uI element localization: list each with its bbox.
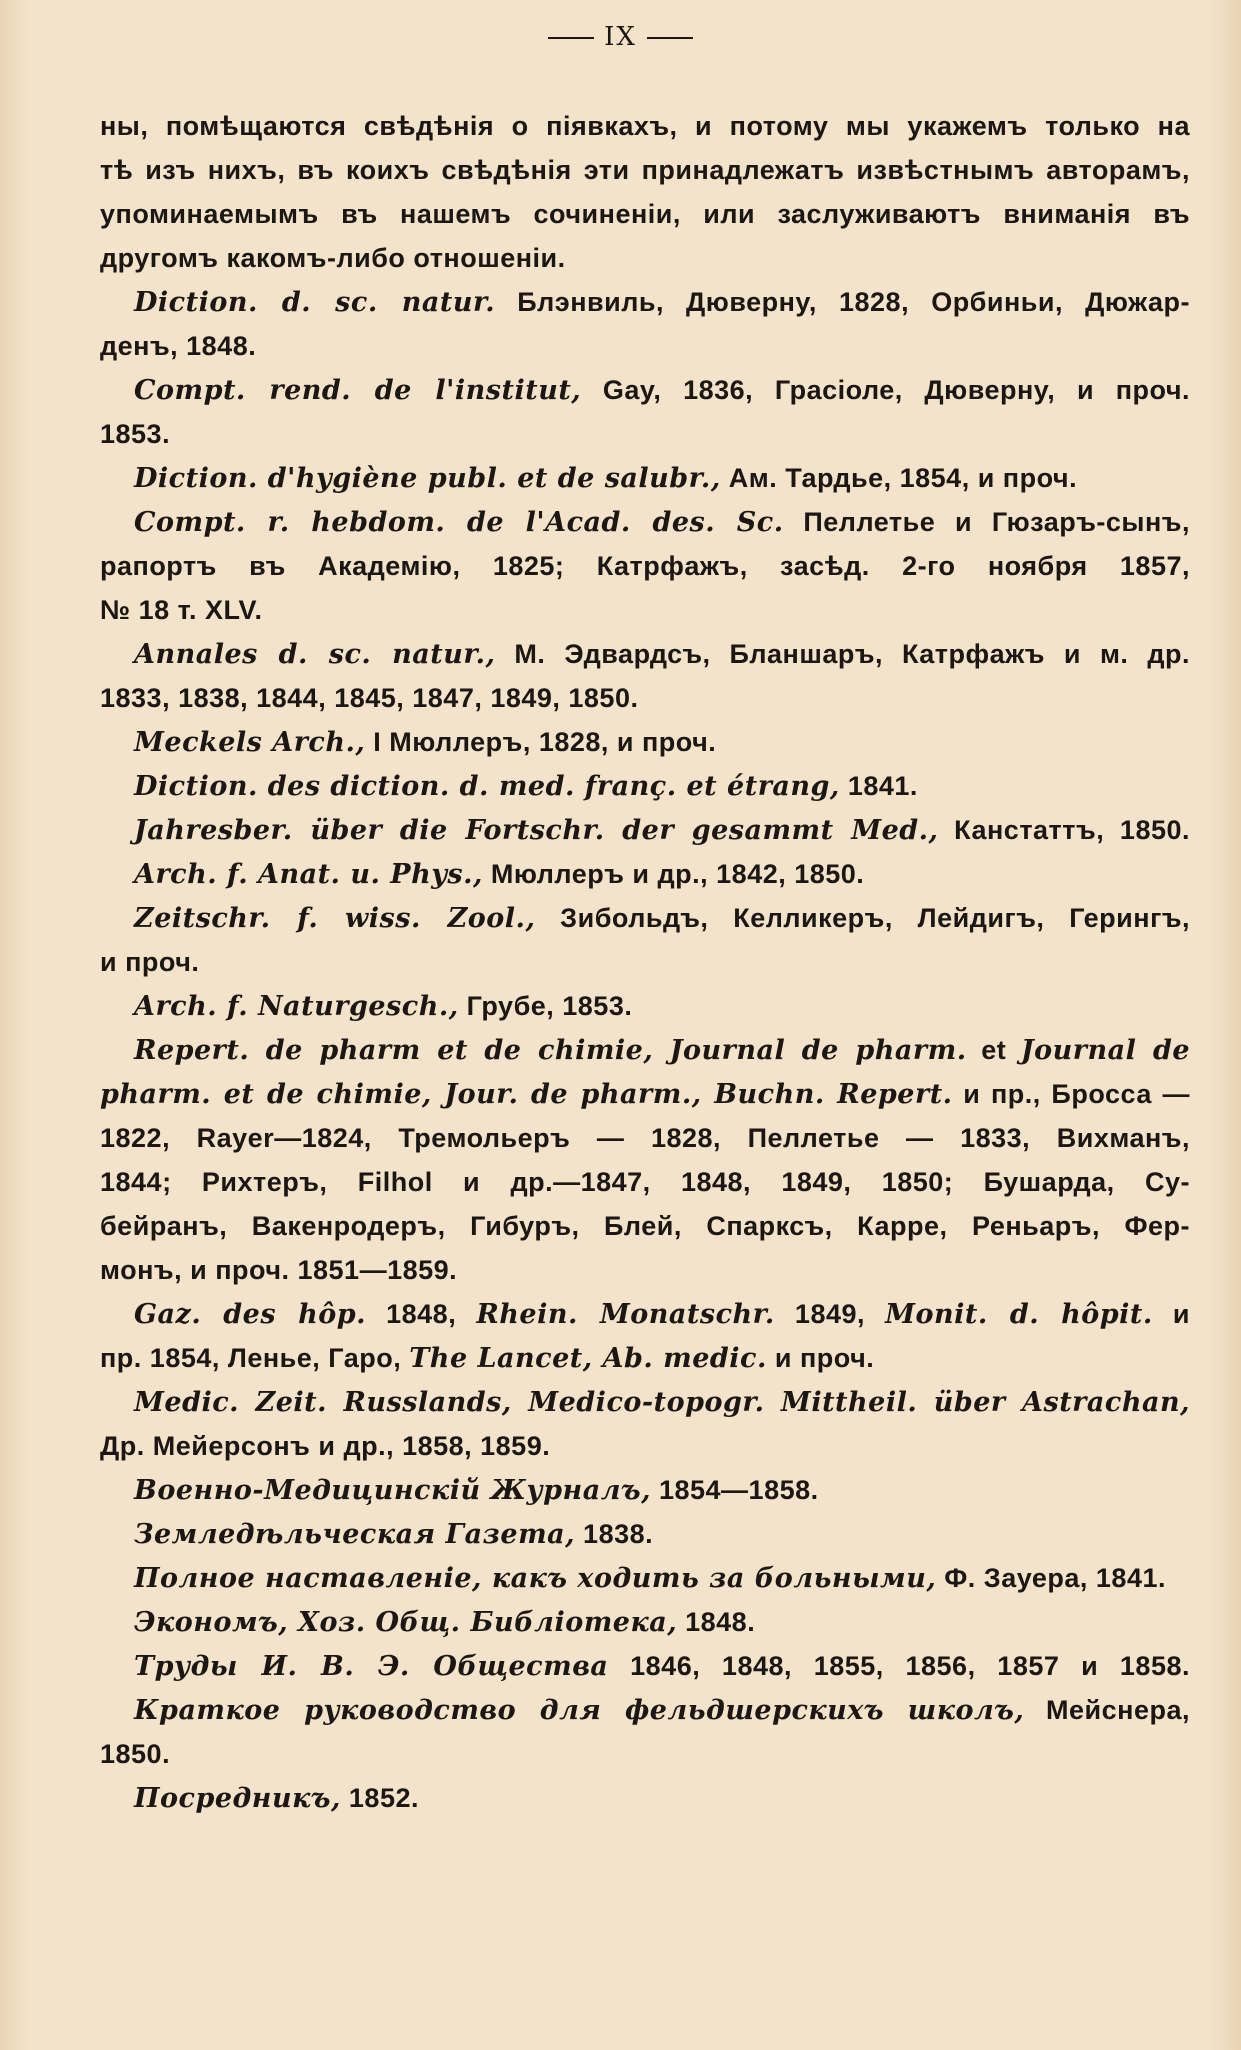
text-span: 1846, 1848, 1855, 1856, 1857 и 1858.: [608, 1651, 1190, 1681]
page-number: IX: [604, 22, 637, 52]
text-line: [100, 1468, 1190, 1512]
citation-title: Военно-Медицинскій Журналъ,: [134, 1475, 651, 1506]
citation-title: Экономъ, Хоз. Общ. Библіотека,: [134, 1607, 678, 1638]
text-span: 1850.: [100, 1739, 171, 1769]
text-span: упоминаемымъ въ нашемъ сочиненіи, или заслуживаютъ вниманія въ: [100, 199, 1190, 229]
text-line: [100, 1556, 1190, 1600]
header-dash-right: [647, 37, 693, 39]
text-span: рапортъ въ Академію, 1825; Катрфажъ, засѣд. 2-го ноября 1857,: [100, 551, 1190, 581]
text-span: 1841.: [839, 771, 918, 801]
text-span: 1849,: [774, 1299, 886, 1329]
text-span: Блэнвиль, Дюверну, 1828, Орбиньи, Дюжар-: [495, 287, 1190, 317]
text-span: денъ, 1848.: [100, 331, 257, 361]
text-line: [100, 1072, 1190, 1116]
text-span: Gay, 1836, Грасіоле, Дюверну, и проч.: [581, 375, 1190, 405]
citation-title: Repert. de pharm et de chimie, Journal de pharm.: [134, 1035, 967, 1066]
text-span: Канстаттъ, 1850.: [938, 815, 1190, 845]
text-line: [100, 1688, 1190, 1732]
citation-title: Полное наставленіе, какъ ходить за больными,: [134, 1563, 937, 1594]
text-span: I Мюллеръ, 1828, и проч.: [365, 727, 717, 757]
citation-title: Compt. r. hebdom. de l'Acad. des. Sc.: [134, 507, 784, 538]
text-line: [100, 412, 1190, 456]
text-span: и пр., Бросса —: [952, 1079, 1190, 1109]
text-line: [100, 1776, 1190, 1820]
citation-title: Труды И. В. Э. Общества: [134, 1651, 609, 1682]
text-span: и: [1152, 1299, 1190, 1329]
citation-title: Diction. des diction. d. med. franç. et étrang,: [134, 771, 840, 802]
text-span: Грубе, 1853.: [458, 991, 633, 1021]
text-line: [100, 1644, 1190, 1688]
text-span: и проч.: [100, 947, 200, 977]
text-span: Мейснера,: [1024, 1695, 1190, 1725]
text-line: [100, 192, 1190, 236]
citation-title: pharm. et de chimie, Jour. de pharm., Buchn. Repert.: [100, 1079, 953, 1110]
text-line: [100, 1028, 1190, 1072]
text-span: 1854—1858.: [650, 1475, 819, 1505]
citation-title: Земледѣльческая Газета,: [134, 1519, 576, 1550]
text-line: [100, 1248, 1190, 1292]
text-span: Др. Мейерсонъ и др., 1858, 1859.: [100, 1431, 551, 1461]
text-line: [100, 500, 1190, 544]
citation-title: Medic. Zeit. Russlands, Medico-topogr. Mittheil. über Astrachan,: [134, 1387, 1190, 1418]
citation-title: Краткое руководство для фельдшерскихъ школъ,: [134, 1695, 1025, 1726]
citation-title: Arch. f. Anat. u. Phys.,: [134, 859, 483, 890]
text-span: М. Эдвардсъ, Бланшаръ, Катрфажъ и м. др.: [495, 639, 1190, 669]
text-span: 1844; Рихтеръ, Filhol и др.—1847, 1848, 1849, 1850; Бушарда, Су-: [100, 1167, 1190, 1197]
citation-title: Diction. d'hygiène publ. et de salubr.,: [134, 463, 721, 494]
text-span: Зибольдъ, Келликеръ, Лейдигъ, Герингъ,: [535, 903, 1190, 933]
text-span: тѣ изъ нихъ, въ коихъ свѣдѣнія эти принадлежатъ извѣстнымъ авторамъ,: [100, 155, 1190, 185]
text-line: [100, 808, 1190, 852]
text-span: ны, помѣщаются свѣдѣнія о піявкахъ, и потому мы укажемъ только на: [100, 111, 1190, 141]
citation-title: Diction. d. sc. natur.: [134, 287, 496, 318]
text-line: [100, 456, 1190, 500]
text-line: [100, 280, 1190, 324]
citation-title: Meckels Arch.,: [134, 727, 366, 758]
text-line: [100, 1116, 1190, 1160]
text-line: [100, 148, 1190, 192]
text-span: Пеллетье и Гюзаръ-сынъ,: [783, 507, 1190, 537]
text-span: другомъ какомъ-либо отношеніи.: [100, 243, 566, 273]
text-span: № 18 т. XLV.: [100, 595, 263, 625]
text-span: монъ, и проч. 1851—1859.: [100, 1255, 458, 1285]
text-line: [100, 720, 1190, 764]
text-line: [100, 544, 1190, 588]
citation-title: Посредникъ,: [134, 1783, 341, 1814]
text-span: Ф. Зауера, 1841.: [936, 1563, 1166, 1593]
text-span: 1848,: [366, 1299, 477, 1329]
text-line: [100, 368, 1190, 412]
text-span: 1833, 1838, 1844, 1845, 1847, 1849, 1850.: [100, 683, 639, 713]
text-line: [100, 764, 1190, 808]
text-line: [100, 324, 1190, 368]
page-body: [100, 104, 1190, 1820]
text-span: 1852.: [340, 1783, 419, 1813]
text-line: [100, 1732, 1190, 1776]
text-span: et: [966, 1035, 1021, 1065]
text-span: и проч.: [766, 1343, 875, 1373]
citation-title: Monit. d. hôpit.: [885, 1299, 1153, 1330]
text-span: 1838.: [575, 1519, 654, 1549]
citation-title: Jahresber. über die Fortschr. der gesammt Med.,: [134, 815, 939, 846]
citation-title: Journal de: [1020, 1035, 1190, 1066]
text-span: Мюллеръ и др., 1842, 1850.: [482, 859, 865, 889]
citation-title: Arch. f. Naturgesch.,: [134, 991, 459, 1022]
text-line: [100, 104, 1190, 148]
text-line: [100, 1204, 1190, 1248]
text-line: [100, 940, 1190, 984]
text-line: [100, 1424, 1190, 1468]
citation-title: Compt. rend. de l'institut,: [134, 375, 582, 406]
text-line: [100, 236, 1190, 280]
citation-title: Annales d. sc. natur.,: [134, 639, 496, 670]
citation-title: Gaz. des hôp.: [134, 1299, 367, 1330]
citation-title: Zeitschr. f. wiss. Zool.,: [134, 903, 536, 934]
text-line: [100, 588, 1190, 632]
text-span: 1853.: [100, 419, 171, 449]
header-dash-left: [548, 37, 594, 39]
text-line: [100, 1600, 1190, 1644]
citation-title: Rhein. Monatschr.: [476, 1299, 775, 1330]
text-line: [100, 1380, 1190, 1424]
text-line: [100, 632, 1190, 676]
citation-title: The Lancet, Ab. medic.: [409, 1343, 767, 1374]
text-line: [100, 1336, 1190, 1380]
text-span: 1848.: [677, 1607, 756, 1637]
text-span: 1822, Rayer—1824, Тремольеръ — 1828, Пеллетье — 1833, Вихманъ,: [100, 1123, 1190, 1153]
text-span: бейранъ, Вакенродеръ, Гибуръ, Блей, Спарксъ, Карре, Реньаръ, Фер-: [100, 1211, 1190, 1241]
text-line: [100, 676, 1190, 720]
text-line: [100, 1292, 1190, 1336]
text-line: [100, 1160, 1190, 1204]
text-line: [100, 896, 1190, 940]
page-header: [0, 22, 1241, 52]
text-span: пр. 1854, Ленье, Гаро,: [100, 1343, 410, 1373]
text-line: [100, 852, 1190, 896]
text-span: Ам. Тардье, 1854, и проч.: [720, 463, 1078, 493]
text-line: [100, 1512, 1190, 1556]
text-line: [100, 984, 1190, 1028]
